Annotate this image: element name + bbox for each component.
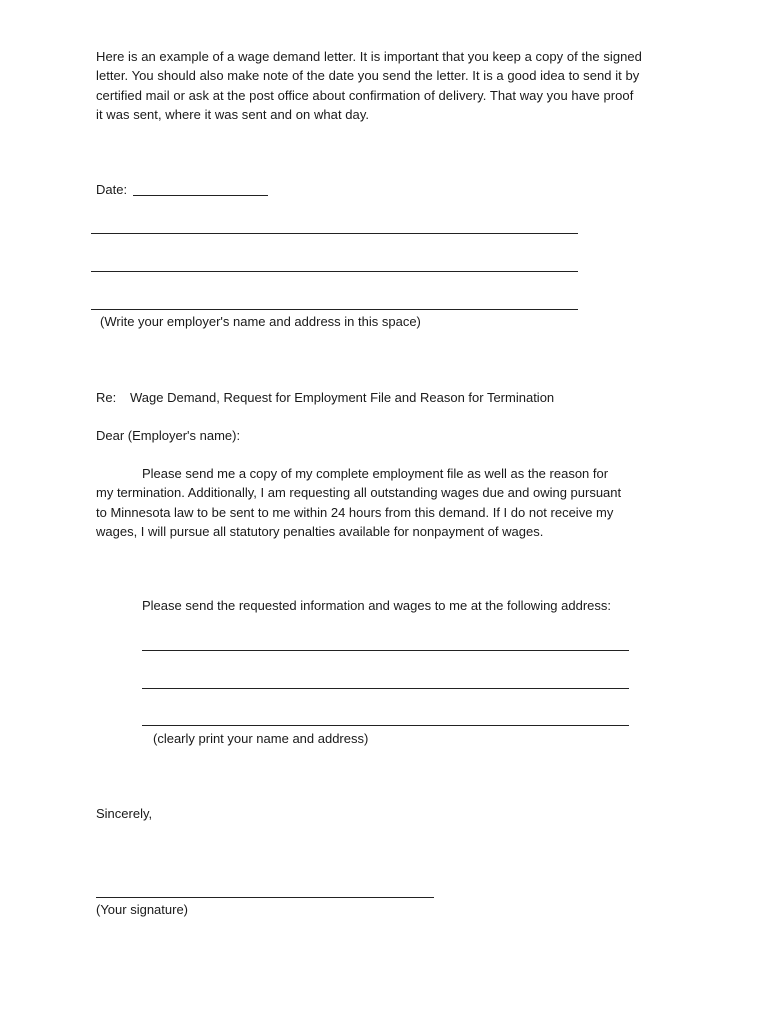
employer-address-line-1[interactable] bbox=[91, 233, 578, 234]
date-blank-line[interactable] bbox=[133, 195, 268, 196]
body-line: to Minnesota law to be sent to me within 24 hours from this demand. If I do not receive my bbox=[96, 504, 614, 520]
intro-line: letter. You should also make note of the date you send the letter. It is a good idea to send it by bbox=[96, 68, 640, 84]
employer-address-line-2[interactable] bbox=[91, 271, 578, 272]
body-line: Please send me a copy of my complete employment file as well as the reason for bbox=[142, 466, 609, 481]
intro-paragraph bbox=[96, 47, 686, 124]
re-subject: Wage Demand, Request for Employment File and Reason for Termination bbox=[130, 390, 555, 405]
your-address-line-1[interactable] bbox=[142, 650, 629, 651]
signature-note: (Your signature) bbox=[96, 902, 189, 917]
re-label: Re: bbox=[96, 390, 117, 405]
your-address-line-2[interactable] bbox=[142, 688, 629, 689]
closing: Sincerely, bbox=[96, 806, 153, 821]
employer-note: (Write your employer's name and address in this space) bbox=[100, 314, 421, 329]
date-label: Date: bbox=[96, 182, 128, 197]
intro-line: Here is an example of a wage demand letter. It is important that you keep a copy of the signed bbox=[96, 49, 642, 64]
intro-line: it was sent, where it was sent and on what day. bbox=[96, 106, 370, 122]
salutation: Dear (Employer's name): bbox=[96, 428, 241, 443]
employer-address-line-3[interactable] bbox=[91, 309, 578, 310]
name-address-note: (clearly print your name and address) bbox=[153, 731, 369, 746]
signature-line[interactable] bbox=[96, 897, 434, 898]
body-line: my termination. Additionally, I am requesting all outstanding wages due and owing pursuant bbox=[96, 485, 622, 501]
intro-line: certified mail or ask at the post office about confirmation of delivery. That way you have proof bbox=[96, 87, 634, 103]
body-paragraph bbox=[96, 464, 696, 541]
address-request: Please send the requested information and wages to me at the following address: bbox=[142, 598, 612, 613]
your-address-line-3[interactable] bbox=[142, 725, 629, 726]
body-line: wages, I will pursue all statutory penalties available for nonpayment of wages. bbox=[96, 523, 544, 539]
